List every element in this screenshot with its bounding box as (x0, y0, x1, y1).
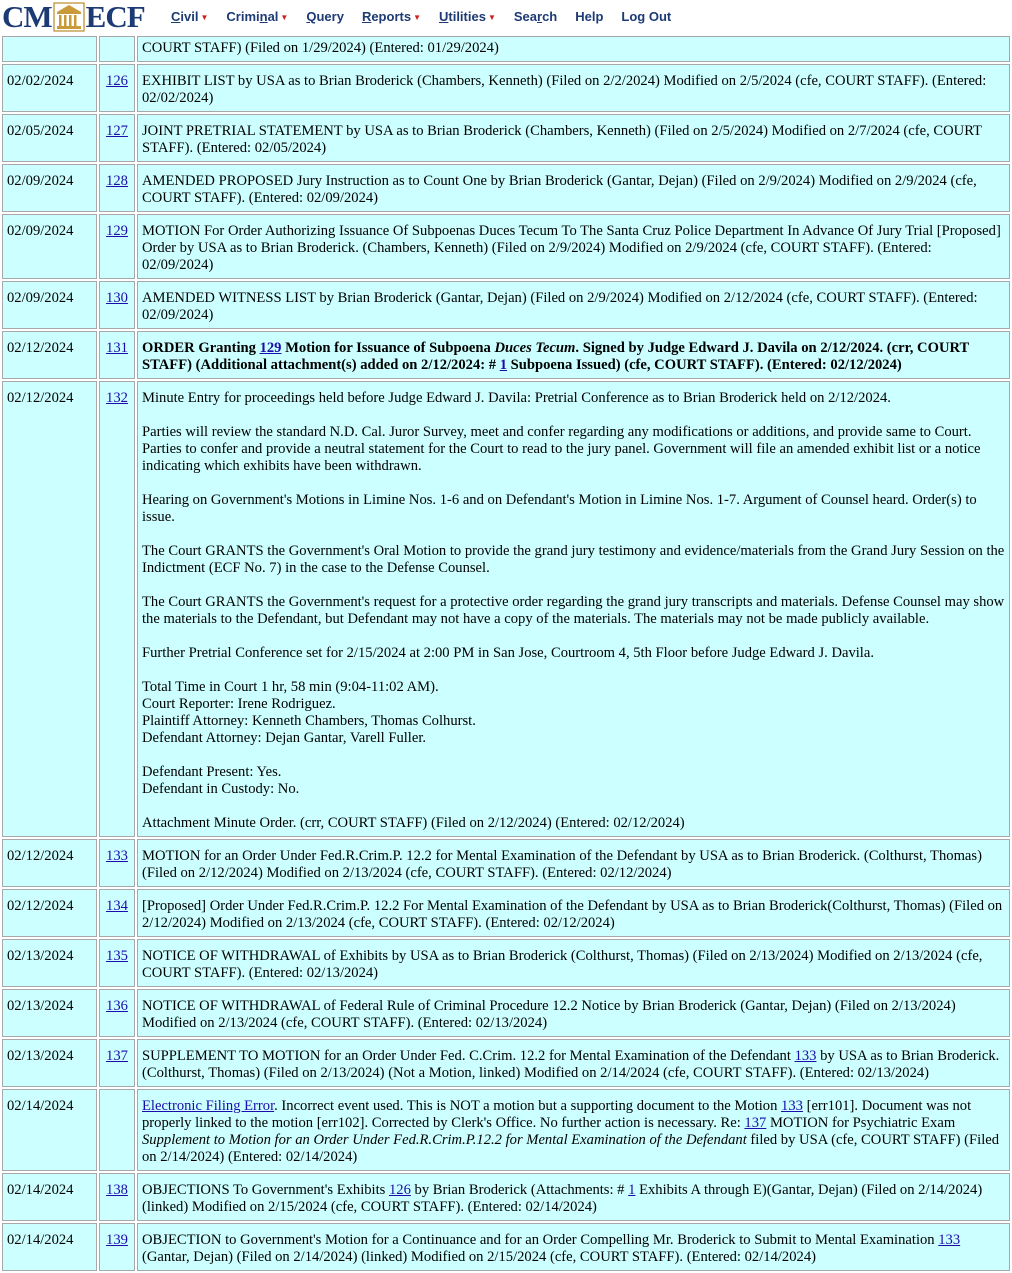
docket-row (2, 939, 1010, 987)
docket-text-paragraph (142, 73, 1005, 107)
docket-text-paragraph (142, 290, 1005, 324)
docket-text-segment: Court Reporter: Irene Rodriguez. (142, 696, 336, 712)
menu-civil[interactable] (171, 9, 208, 24)
courthouse-icon (53, 2, 85, 32)
docket-text-link[interactable]: 133 (794, 1048, 817, 1064)
docket-date-cell: 02/14/2024 (2, 1223, 97, 1271)
docket-text-cell (137, 1089, 1010, 1171)
cmecf-logo[interactable] (2, 2, 145, 32)
docket-date-cell: 02/13/2024 (2, 1039, 97, 1087)
docket-text-paragraph (142, 40, 1005, 57)
document-number-link[interactable]: 134 (106, 898, 128, 914)
docket-date-cell: 02/09/2024 (2, 281, 97, 329)
menu-help[interactable] (575, 9, 603, 24)
docket-text-paragraph (142, 173, 1005, 207)
docket-text-paragraph (142, 679, 1005, 747)
docket-number-cell (99, 1223, 135, 1271)
docket-text-segment: MOTION for an Order Under Fed.R.Crim.P. 12.2 for Mental Examination of the Defendant by USA as to Brian Broderick. (Colthurst, Thomas) (Filed on 2/12/2024) Modified on 2/13/2024 (cfe, COURT STAFF). (Entered: 02/12/2024) (142, 848, 982, 881)
docket-row (2, 36, 1010, 62)
docket-date-cell: 02/09/2024 (2, 214, 97, 279)
docket-text-cell (137, 1039, 1010, 1087)
docket-row (2, 1223, 1010, 1271)
docket-text-link[interactable]: 1 (499, 357, 507, 373)
document-number-link[interactable]: 132 (106, 390, 128, 406)
docket-text-paragraph (142, 848, 1005, 882)
docket-text-italic: Duces Tecum (494, 340, 576, 356)
docket-text-segment: Plaintiff Attorney: Kenneth Chambers, Thomas Colhurst. (142, 713, 476, 729)
menu-accesskey-letter: C (171, 9, 181, 24)
docket-text-cell (137, 281, 1010, 329)
docket-row (2, 114, 1010, 162)
docket-text-paragraph (142, 898, 1005, 932)
docket-number-cell (99, 331, 135, 379)
docket-text-link[interactable]: 133 (781, 1098, 803, 1114)
docket-table (0, 34, 1012, 1273)
document-number-link[interactable]: 137 (106, 1048, 128, 1064)
docket-text-paragraph (142, 1098, 1005, 1166)
docket-date-cell: 02/12/2024 (2, 331, 97, 379)
docket-date-cell: 02/12/2024 (2, 889, 97, 937)
docket-text-cell (137, 889, 1010, 937)
docket-text-paragraph (142, 1182, 1005, 1216)
menu-label-part: ch (542, 9, 558, 24)
menu-utilities[interactable] (439, 9, 496, 24)
docket-text-paragraph (142, 223, 1005, 274)
document-number-link[interactable]: 129 (106, 223, 128, 239)
menu-accesskey-letter: R (361, 9, 372, 24)
document-number-link[interactable]: 128 (106, 173, 128, 189)
menu-label-part: eports (371, 9, 412, 24)
menu-query[interactable] (306, 9, 344, 24)
docket-text-cell (137, 1223, 1010, 1271)
docket-number-cell (99, 164, 135, 212)
docket-text-link[interactable]: 1 (628, 1182, 636, 1198)
menu-label-part: ivil (180, 9, 199, 24)
docket-text-segment: Attachment Minute Order. (crr, COURT STAFF) (Filed on 2/12/2024) (Entered: 02/12/2024) (142, 815, 685, 831)
docket-text-cell (137, 64, 1010, 112)
docket-text-link[interactable]: 133 (938, 1232, 961, 1248)
docket-text-paragraph (142, 543, 1005, 577)
docket-number-cell (99, 839, 135, 887)
docket-text-paragraph (142, 998, 1005, 1032)
docket-text-paragraph (142, 948, 1005, 982)
docket-text-cell (137, 214, 1010, 279)
logo-text-right: ECF (85, 0, 145, 34)
menu-log-out[interactable] (621, 9, 671, 24)
docket-table-body (2, 36, 1010, 1271)
docket-text-cell (137, 36, 1010, 62)
document-number-link[interactable]: 126 (106, 73, 128, 89)
document-number-link[interactable]: 135 (106, 948, 128, 964)
docket-text-paragraph (142, 424, 1005, 475)
docket-text-paragraph (142, 815, 1005, 832)
dropdown-caret-icon: ▼ (413, 13, 421, 22)
docket-table-container (0, 34, 1012, 1273)
docket-number-cell (99, 381, 135, 837)
docket-text-paragraph (142, 390, 1005, 407)
docket-date-cell: 02/05/2024 (2, 114, 97, 162)
docket-date-cell: 02/09/2024 (2, 164, 97, 212)
docket-text-paragraph (142, 123, 1005, 157)
docket-number-cell (99, 114, 135, 162)
menu-label-part: Sea (513, 9, 538, 24)
document-number-link[interactable]: 138 (106, 1182, 128, 1198)
docket-text-link[interactable]: 126 (389, 1182, 411, 1198)
docket-number-cell (99, 939, 135, 987)
docket-text-link[interactable]: 137 (744, 1115, 767, 1131)
menu-accesskey-letter: U (438, 9, 449, 24)
document-number-link[interactable]: 139 (106, 1232, 128, 1248)
docket-text-segment: MOTION for Psychiatric Exam (766, 1115, 956, 1131)
docket-text-paragraph (142, 340, 1005, 374)
docket-text-segment: Minute Entry for proceedings held before Judge Edward J. Davila: Pretrial Conference as to Brian Broderick held on 2/12/2024. (142, 390, 891, 406)
docket-row (2, 1089, 1010, 1171)
docket-text-segment: [Proposed] Order Under Fed.R.Crim.P. 12.2 For Mental Examination of the Defendant by USA as to Brian Broderick(Colthurst, Thomas) (Filed on 2/12/2024) Modified on 2/13/2024 (cfe, COURT STAFF). (Entered: 02/12/2024) (142, 898, 1003, 931)
docket-text-segment: SUPPLEMENT TO MOTION for an Order Under Fed. C.Crim. 12.2 for Mental Examination of the Defendant (142, 1048, 795, 1064)
dropdown-caret-icon: ▼ (487, 13, 496, 22)
docket-text-segment: EXHIBIT LIST by USA as to Brian Broderick (Chambers, Kenneth) (Filed on 2/2/2024) Modified on 2/5/2024 (cfe, COURT STAFF). (Entered: 02/02/2024) (142, 73, 987, 106)
docket-row (2, 214, 1010, 279)
docket-text-segment: by USA as to Brian Broderick. (Colthurst, Thomas) (Filed on 2/13/2024) (Not a Motion, linked) Modified on 2/14/2024 (cfe, COURT STAFF). (Entered: 02/13/2024) (142, 1048, 1000, 1081)
docket-text-paragraph (142, 645, 1005, 662)
logo-text-left: CM (2, 0, 52, 34)
docket-date-cell: 02/13/2024 (2, 939, 97, 987)
docket-text-segment: Exhibits A through E)(Gantar, Dejan) (Filed on 2/14/2024) (linked) Modified on 2/15/2024 (cfe, COURT STAFF). (Entered: 02/14/2024) (142, 1182, 983, 1215)
docket-date-cell: 02/14/2024 (2, 1089, 97, 1171)
document-number-link[interactable]: 133 (106, 848, 128, 864)
docket-number-cell (99, 889, 135, 937)
docket-number-cell (99, 214, 135, 279)
docket-text-segment: JOINT PRETRIAL STATEMENT by USA as to Brian Broderick (Chambers, Kenneth) (Filed on 2/5/2024) Modified on 2/7/2024 (cfe, COURT STAFF). (Entered: 02/05/2024) (142, 123, 982, 156)
docket-text-segment: Motion for Issuance of Subpoena (281, 340, 495, 356)
docket-row (2, 281, 1010, 329)
docket-text-segment: Defendant in Custody: No. (142, 781, 300, 797)
docket-text-cell (137, 164, 1010, 212)
top-navigation-bar (0, 0, 1012, 34)
docket-text-segment: AMENDED WITNESS LIST by Brian Broderick (Gantar, Dejan) (Filed on 2/9/2024) Modified on 2/12/2024 (cfe, COURT STAFF). (Entered: 02/09/2024) (142, 290, 978, 323)
docket-date-cell: 02/12/2024 (2, 381, 97, 837)
menu-label-part: tilities (448, 9, 486, 24)
docket-text-cell (137, 381, 1010, 837)
docket-row (2, 64, 1010, 112)
docket-text-segment: MOTION For Order Authorizing Issuance Of Subpoenas Duces Tecum To The Santa Cruz Police Department In Advance Of Jury Trial [Proposed] Order by USA as to Brian Broderick. (Chambers, Kenneth) (Filed on 2/9/2024) Modified on 2/9/2024 (cfe, COURT STAFF). (Entered: 02/09/2024) (142, 223, 1001, 273)
docket-text-segment: COURT STAFF) (Filed on 1/29/2024) (Entered: 01/29/2024) (142, 40, 499, 56)
docket-text-segment: Hearing on Government's Motions in Limine Nos. 1-6 and on Defendant's Motion in Limine Nos. 1-7. Argument of Counsel heard. Order(s) to issue. (142, 492, 977, 525)
menu-label-part: Log Out (621, 9, 672, 24)
docket-text-segment: The Court GRANTS the Government's Oral Motion to provide the grand jury testimony and evidence/materials from the Grand Jury Session on the Indictment (ECF No. 7) in the case to the Defense Counsel. (142, 543, 1005, 576)
docket-text-segment: AMENDED PROPOSED Jury Instruction as to Count One by Brian Broderick (Gantar, Dejan) (Filed on 2/9/2024) Modified on 2/9/2024 (cfe, COURT STAFF). (Entered: 02/09/2024) (142, 173, 977, 206)
docket-text-paragraph (142, 1048, 1005, 1082)
menu-accesskey-letter: Q (306, 9, 317, 24)
docket-date-cell (2, 36, 97, 62)
docket-text-segment: Defendant Present: Yes. (142, 764, 282, 780)
docket-row (2, 331, 1010, 379)
main-menu (171, 9, 689, 24)
docket-date-cell: 02/02/2024 (2, 64, 97, 112)
docket-text-segment: Subpoena Issued) (cfe, COURT STAFF). (Entered: 02/12/2024) (507, 357, 902, 373)
docket-text-segment: The Court GRANTS the Government's request for a protective order regarding the grand jury transcripts and materials. Defense Counsel may show the materials to the Defendant, but Defendant may not have a copy of the materials. The materials may not be made publicly available. (142, 594, 1005, 627)
docket-text-segment: filed by USA (cfe, COURT STAFF) (Filed on 2/14/2024) (Entered: 02/14/2024) (142, 1132, 1000, 1165)
docket-text-italic: Supplement to Motion for an Order Under Fed.R.Crim.P.12.2 for Mental Examination of the Defendant (142, 1132, 747, 1148)
docket-text-segment: Defendant Attorney: Dejan Gantar, Varell Fuller. (142, 730, 427, 746)
document-number-link[interactable]: 136 (106, 998, 128, 1014)
docket-number-cell (99, 1039, 135, 1087)
docket-text-segment: Further Pretrial Conference set for 2/15/2024 at 2:00 PM in San Jose, Courtroom 4, 5th Floor before Judge Edward J. Davila. (142, 645, 874, 661)
docket-text-segment: [err101]. Document was not properly linked to the motion [err102]. Corrected by Clerk's Office. No further action is necessary. Re: (142, 1098, 972, 1131)
docket-text-segment: OBJECTION to Government's Motion for a Continuance and for an Order Compelling Mr. Broderick to Submit to Mental Examination (142, 1232, 939, 1248)
menu-label-part: Help (575, 9, 604, 24)
docket-number-cell (99, 989, 135, 1037)
docket-text-segment: OBJECTIONS To Government's Exhibits (142, 1182, 389, 1198)
docket-row (2, 164, 1010, 212)
docket-text-cell (137, 331, 1010, 379)
docket-date-cell: 02/13/2024 (2, 989, 97, 1037)
docket-row (2, 989, 1010, 1037)
docket-row (2, 1173, 1010, 1221)
docket-text-paragraph (142, 764, 1005, 798)
docket-text-paragraph (142, 1232, 1005, 1266)
menu-criminal[interactable] (226, 9, 288, 24)
docket-row (2, 889, 1010, 937)
docket-text-link[interactable]: Electronic Filing Error (142, 1098, 275, 1114)
document-number-link[interactable]: 130 (106, 290, 128, 306)
docket-text-cell (137, 1173, 1010, 1221)
dropdown-caret-icon: ▼ (200, 13, 209, 22)
docket-text-segment: . Incorrect event used. This is NOT a motion but a supporting document to the Motion (274, 1098, 782, 1114)
docket-text-cell (137, 939, 1010, 987)
menu-label-part: al (267, 9, 279, 24)
docket-text-segment: Parties will review the standard N.D. Cal. Juror Survey, meet and confer regarding any modifications or additions, and provide same to Court. Parties to confer and provide a neutral statement for the Court to read to the jury panel. Government will file an amended exhibit list or a notice indicating which exhibits have been withdrawn. (142, 424, 981, 474)
docket-number-cell (99, 1089, 135, 1171)
menu-accesskey-letter: n (259, 9, 268, 24)
menu-accesskey-letter: r (537, 9, 543, 24)
docket-row (2, 381, 1010, 837)
docket-text-paragraph (142, 492, 1005, 526)
docket-text-segment: ORDER Granting (142, 340, 260, 356)
docket-number-cell (99, 1173, 135, 1221)
docket-text-paragraph (142, 594, 1005, 628)
docket-text-segment: NOTICE OF WITHDRAWAL of Federal Rule of Criminal Procedure 12.2 Notice by Brian Broderick (Gantar, Dejan) (Filed on 2/13/2024) Modified on 2/13/2024 (cfe, COURT STAFF). (Entered: 02/13/2024) (142, 998, 956, 1031)
docket-text-cell (137, 839, 1010, 887)
docket-date-cell: 02/12/2024 (2, 839, 97, 887)
docket-text-segment: by Brian Broderick (Attachments: # (410, 1182, 629, 1198)
docket-text-cell (137, 114, 1010, 162)
docket-number-cell (99, 281, 135, 329)
docket-text-segment: . Signed by Judge Edward J. Davila on 2/12/2024. (crr, COURT STAFF) (Additional attachment(s) added on 2/12/2024: # (142, 340, 969, 373)
menu-label-part: Crimi (226, 9, 260, 24)
document-number-link[interactable]: 127 (106, 123, 128, 139)
docket-text-segment: Total Time in Court 1 hr, 58 min (9:04-11:02 AM). (142, 679, 439, 695)
docket-text-segment: NOTICE OF WITHDRAWAL of Exhibits by USA as to Brian Broderick (Colthurst, Thomas) (Filed on 2/13/2024) Modified on 2/13/2024 (cfe, COURT STAFF). (Entered: 02/13/2024) (142, 948, 983, 981)
docket-number-cell (99, 36, 135, 62)
docket-text-cell (137, 989, 1010, 1037)
docket-date-cell: 02/14/2024 (2, 1173, 97, 1221)
docket-text-segment: (Gantar, Dejan) (Filed on 2/14/2024) (linked) Modified on 2/15/2024 (cfe, COURT STAFF). (Entered: 02/14/2024) (142, 1249, 816, 1265)
docket-number-cell (99, 64, 135, 112)
docket-row (2, 1039, 1010, 1087)
docket-row (2, 839, 1010, 887)
document-number-link[interactable]: 131 (106, 340, 128, 356)
dropdown-caret-icon: ▼ (280, 13, 289, 22)
docket-text-link[interactable]: 129 (259, 340, 282, 356)
menu-label-part: uery (316, 9, 344, 24)
menu-reports[interactable] (362, 9, 421, 24)
menu-search[interactable] (514, 9, 557, 24)
